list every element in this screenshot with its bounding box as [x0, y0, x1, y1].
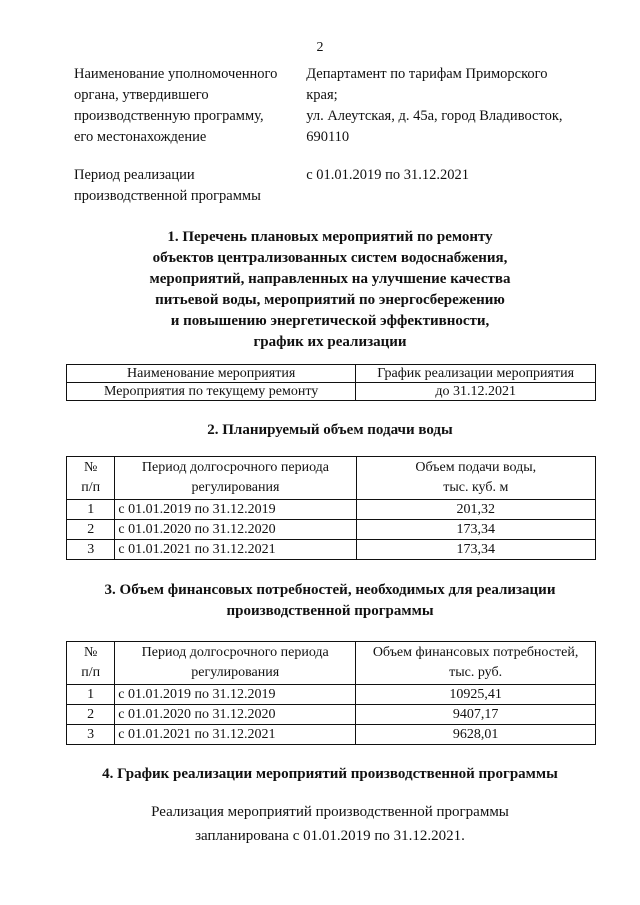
table-header-row: [67, 642, 596, 685]
table-row: [67, 520, 596, 540]
table-cell: с 01.01.2019 по 31.12.2019: [115, 500, 356, 520]
section4-title: 4. График реализации мероприятий производственной программы: [102, 766, 558, 782]
period-row: [74, 165, 594, 207]
financial-needs-table: [66, 641, 596, 745]
section2-title: 2. Планируемый объем подачи воды: [207, 422, 453, 438]
table-cell: Мероприятия по текущему ремонту: [67, 383, 356, 401]
table-row: [67, 540, 596, 560]
table-cell: с 01.01.2020 по 31.12.2020: [115, 705, 356, 725]
header-cell: Объем подачи воды, тыс. куб. м: [356, 457, 595, 500]
table-cell: 9407,17: [356, 705, 596, 725]
table-cell: 1: [67, 685, 115, 705]
period-value: с 01.01.2019 по 31.12.2021: [306, 167, 470, 183]
implementation-text: Реализация мероприятий производственной программы запланирована с 01.01.2019 по 31.12.2021.: [151, 804, 509, 844]
table-row: [67, 383, 596, 401]
table-cell: 3: [67, 540, 115, 560]
table-cell: с 01.01.2019 по 31.12.2019: [115, 685, 356, 705]
table-header-row: [67, 457, 596, 500]
table-cell: 2: [67, 705, 115, 725]
authority-value: Департамент по тарифам Приморского края; ул. Алеутская, д. 45а, город Владивосток, 690110: [306, 66, 563, 145]
header-cell: № п/п: [67, 457, 115, 500]
period-label: Период реализации производственной программы: [74, 167, 261, 204]
header-cell: Наименование мероприятия: [67, 365, 356, 383]
section1-title: 1. Перечень плановых мероприятий по ремонту объектов централизованных систем водоснабжения, мероприятий, направленных на улучшение качества питьевой воды, мероприятий по энергосбережению и повышению энергетической эффективности, график их реализации: [149, 229, 511, 350]
water-supply-table: [66, 456, 596, 560]
section3-title: 3. Объем финансовых потребностей, необходимых для реализации производственной программы: [104, 582, 556, 619]
authority-label: Наименование уполномоченного органа, утвердившего производственную программу, его местонахождение: [74, 66, 278, 145]
table-cell: 1: [67, 500, 115, 520]
table-cell: 2: [67, 520, 115, 540]
table-cell: 173,34: [356, 540, 595, 560]
table-cell: с 01.01.2021 по 31.12.2021: [115, 540, 356, 560]
table-cell: до 31.12.2021: [356, 383, 596, 401]
table-cell: 3: [67, 725, 115, 745]
table-row: [67, 725, 596, 745]
table-row: [67, 500, 596, 520]
table-cell: с 01.01.2021 по 31.12.2021: [115, 725, 356, 745]
table-cell: с 01.01.2020 по 31.12.2020: [115, 520, 356, 540]
table-row: [67, 705, 596, 725]
header-cell: Период долгосрочного периода регулирования: [115, 642, 356, 685]
table-cell: 9628,01: [356, 725, 596, 745]
header-cell: № п/п: [67, 642, 115, 685]
authority-row: [74, 64, 594, 148]
events-table: [66, 364, 596, 401]
header-cell: Период долгосрочного периода регулирования: [115, 457, 356, 500]
page-number: 2: [316, 40, 324, 55]
header-cell: Объем финансовых потребностей, тыс. руб.: [356, 642, 596, 685]
table-cell: 173,34: [356, 520, 595, 540]
header-cell: График реализации мероприятия: [356, 365, 596, 383]
table-cell: 201,32: [356, 500, 595, 520]
table-row: [67, 685, 596, 705]
table-cell: 10925,41: [356, 685, 596, 705]
table-header-row: [67, 365, 596, 383]
